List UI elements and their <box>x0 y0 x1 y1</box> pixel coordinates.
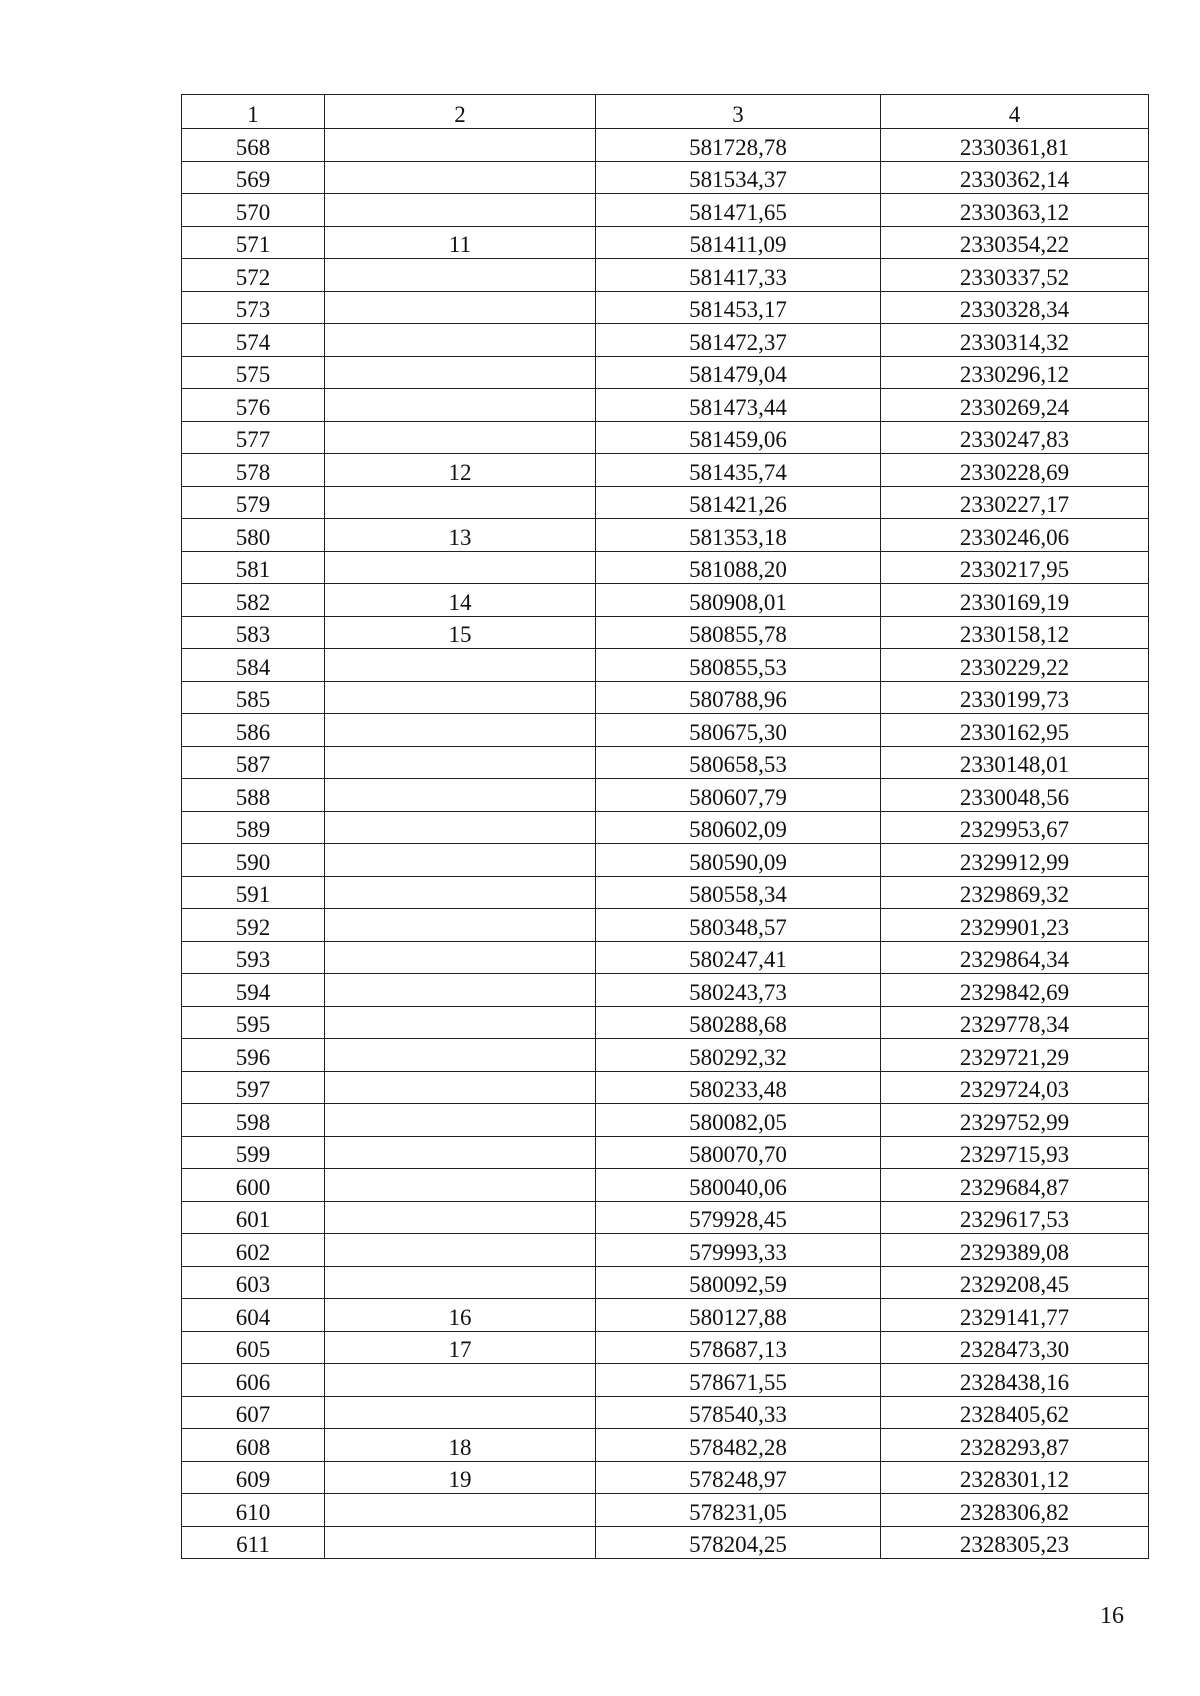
x-coordinate-cell: 580288,68 <box>596 1006 881 1039</box>
point-number-cell: 594 <box>182 974 325 1007</box>
x-coordinate-cell: 580243,73 <box>596 974 881 1007</box>
y-coordinate-cell: 2328293,87 <box>881 1429 1149 1462</box>
y-coordinate-cell: 2329864,34 <box>881 941 1149 974</box>
x-coordinate-cell: 580658,53 <box>596 746 881 779</box>
table-row <box>182 454 1149 487</box>
table-row <box>182 1461 1149 1494</box>
y-coordinate-cell: 2330269,24 <box>881 389 1149 422</box>
x-coordinate-cell: 581472,37 <box>596 324 881 357</box>
segment-number-cell <box>325 194 596 227</box>
y-coordinate-cell: 2330362,14 <box>881 161 1149 194</box>
y-coordinate-cell: 2329912,99 <box>881 844 1149 877</box>
table-row <box>182 421 1149 454</box>
x-coordinate-cell: 580082,05 <box>596 1104 881 1137</box>
point-number-cell: 598 <box>182 1104 325 1137</box>
table-row <box>182 876 1149 909</box>
point-number-cell: 573 <box>182 291 325 324</box>
point-number-cell: 607 <box>182 1396 325 1429</box>
y-coordinate-cell: 2328473,30 <box>881 1331 1149 1364</box>
x-coordinate-cell: 578671,55 <box>596 1364 881 1397</box>
point-number-cell: 608 <box>182 1429 325 1462</box>
table-row <box>182 1266 1149 1299</box>
point-number-cell: 578 <box>182 454 325 487</box>
point-number-cell: 604 <box>182 1299 325 1332</box>
table-row <box>182 486 1149 519</box>
point-number-cell: 611 <box>182 1526 325 1559</box>
y-coordinate-cell: 2330227,17 <box>881 486 1149 519</box>
x-coordinate-cell: 581728,78 <box>596 129 881 162</box>
column-header: 3 <box>596 95 881 129</box>
segment-number-cell <box>325 1201 596 1234</box>
x-coordinate-cell: 581417,33 <box>596 259 881 292</box>
y-coordinate-cell: 2330363,12 <box>881 194 1149 227</box>
x-coordinate-cell: 581421,26 <box>596 486 881 519</box>
y-coordinate-cell: 2329752,99 <box>881 1104 1149 1137</box>
point-number-cell: 582 <box>182 584 325 617</box>
x-coordinate-cell: 581453,17 <box>596 291 881 324</box>
segment-number-cell <box>325 1136 596 1169</box>
table-body <box>182 95 1149 1559</box>
x-coordinate-cell: 581534,37 <box>596 161 881 194</box>
point-number-cell: 570 <box>182 194 325 227</box>
x-coordinate-cell: 580590,09 <box>596 844 881 877</box>
table-row <box>182 1169 1149 1202</box>
table-row <box>182 779 1149 812</box>
x-coordinate-cell: 580292,32 <box>596 1039 881 1072</box>
table-row <box>182 1429 1149 1462</box>
y-coordinate-cell: 2328305,23 <box>881 1526 1149 1559</box>
segment-number-cell: 14 <box>325 584 596 617</box>
page-number: 16 <box>1100 1603 1124 1629</box>
y-coordinate-cell: 2329389,08 <box>881 1234 1149 1267</box>
segment-number-cell <box>325 1169 596 1202</box>
point-number-cell: 581 <box>182 551 325 584</box>
segment-number-cell <box>325 1006 596 1039</box>
segment-number-cell <box>325 1364 596 1397</box>
point-number-cell: 580 <box>182 519 325 552</box>
y-coordinate-cell: 2328438,16 <box>881 1364 1149 1397</box>
segment-number-cell <box>325 421 596 454</box>
table-row <box>182 649 1149 682</box>
column-header: 2 <box>325 95 596 129</box>
point-number-cell: 587 <box>182 746 325 779</box>
y-coordinate-cell: 2330158,12 <box>881 616 1149 649</box>
y-coordinate-cell: 2330296,12 <box>881 356 1149 389</box>
table-row <box>182 811 1149 844</box>
x-coordinate-cell: 580348,57 <box>596 909 881 942</box>
segment-number-cell: 12 <box>325 454 596 487</box>
table-row <box>182 1201 1149 1234</box>
point-number-cell: 602 <box>182 1234 325 1267</box>
table-row <box>182 519 1149 552</box>
x-coordinate-cell: 581411,09 <box>596 226 881 259</box>
y-coordinate-cell: 2329901,23 <box>881 909 1149 942</box>
segment-number-cell <box>325 974 596 1007</box>
segment-number-cell: 16 <box>325 1299 596 1332</box>
table-row <box>182 584 1149 617</box>
x-coordinate-cell: 581435,74 <box>596 454 881 487</box>
point-number-cell: 574 <box>182 324 325 357</box>
y-coordinate-cell: 2330228,69 <box>881 454 1149 487</box>
table-row <box>182 389 1149 422</box>
segment-number-cell <box>325 129 596 162</box>
point-number-cell: 579 <box>182 486 325 519</box>
segment-number-cell <box>325 714 596 747</box>
x-coordinate-cell: 580558,34 <box>596 876 881 909</box>
segment-number-cell: 17 <box>325 1331 596 1364</box>
segment-number-cell <box>325 1396 596 1429</box>
point-number-cell: 585 <box>182 681 325 714</box>
y-coordinate-cell: 2329953,67 <box>881 811 1149 844</box>
segment-number-cell <box>325 941 596 974</box>
table-row <box>182 1494 1149 1527</box>
point-number-cell: 571 <box>182 226 325 259</box>
segment-number-cell <box>325 844 596 877</box>
x-coordinate-cell: 578231,05 <box>596 1494 881 1527</box>
table-row <box>182 129 1149 162</box>
y-coordinate-cell: 2330314,32 <box>881 324 1149 357</box>
x-coordinate-cell: 579928,45 <box>596 1201 881 1234</box>
point-number-cell: 588 <box>182 779 325 812</box>
table-row <box>182 1104 1149 1137</box>
segment-number-cell: 13 <box>325 519 596 552</box>
y-coordinate-cell: 2328301,12 <box>881 1461 1149 1494</box>
segment-number-cell <box>325 876 596 909</box>
x-coordinate-cell: 578687,13 <box>596 1331 881 1364</box>
x-coordinate-cell: 580675,30 <box>596 714 881 747</box>
x-coordinate-cell: 581353,18 <box>596 519 881 552</box>
table-row <box>182 194 1149 227</box>
table-row <box>182 1299 1149 1332</box>
segment-number-cell <box>325 161 596 194</box>
table-row <box>182 324 1149 357</box>
segment-number-cell <box>325 1104 596 1137</box>
y-coordinate-cell: 2329684,87 <box>881 1169 1149 1202</box>
table-row <box>182 746 1149 779</box>
point-number-cell: 609 <box>182 1461 325 1494</box>
y-coordinate-cell: 2329715,93 <box>881 1136 1149 1169</box>
point-number-cell: 590 <box>182 844 325 877</box>
x-coordinate-cell: 580855,53 <box>596 649 881 682</box>
segment-number-cell <box>325 356 596 389</box>
point-number-cell: 589 <box>182 811 325 844</box>
segment-number-cell <box>325 681 596 714</box>
x-coordinate-cell: 580602,09 <box>596 811 881 844</box>
x-coordinate-cell: 580247,41 <box>596 941 881 974</box>
segment-number-cell <box>325 486 596 519</box>
segment-number-cell <box>325 746 596 779</box>
table-row <box>182 1396 1149 1429</box>
table-row <box>182 1006 1149 1039</box>
segment-number-cell <box>325 1526 596 1559</box>
table-row <box>182 161 1149 194</box>
y-coordinate-cell: 2329724,03 <box>881 1071 1149 1104</box>
table-row <box>182 681 1149 714</box>
y-coordinate-cell: 2329721,29 <box>881 1039 1149 1072</box>
point-number-cell: 605 <box>182 1331 325 1364</box>
coordinates-table <box>181 94 1149 1559</box>
segment-number-cell <box>325 811 596 844</box>
table-row <box>182 1039 1149 1072</box>
y-coordinate-cell: 2330169,19 <box>881 584 1149 617</box>
segment-number-cell <box>325 649 596 682</box>
x-coordinate-cell: 580233,48 <box>596 1071 881 1104</box>
table-row <box>182 616 1149 649</box>
point-number-cell: 576 <box>182 389 325 422</box>
y-coordinate-cell: 2330361,81 <box>881 129 1149 162</box>
point-number-cell: 596 <box>182 1039 325 1072</box>
segment-number-cell <box>325 1039 596 1072</box>
x-coordinate-cell: 581088,20 <box>596 551 881 584</box>
y-coordinate-cell: 2328405,62 <box>881 1396 1149 1429</box>
table-row <box>182 226 1149 259</box>
y-coordinate-cell: 2330328,34 <box>881 291 1149 324</box>
table-row <box>182 974 1149 1007</box>
x-coordinate-cell: 579993,33 <box>596 1234 881 1267</box>
x-coordinate-cell: 580127,88 <box>596 1299 881 1332</box>
y-coordinate-cell: 2330048,56 <box>881 779 1149 812</box>
y-coordinate-cell: 2329869,32 <box>881 876 1149 909</box>
segment-number-cell <box>325 909 596 942</box>
x-coordinate-cell: 580070,70 <box>596 1136 881 1169</box>
point-number-cell: 592 <box>182 909 325 942</box>
point-number-cell: 597 <box>182 1071 325 1104</box>
point-number-cell: 584 <box>182 649 325 682</box>
point-number-cell: 606 <box>182 1364 325 1397</box>
x-coordinate-cell: 580040,06 <box>596 1169 881 1202</box>
table-row <box>182 1526 1149 1559</box>
point-number-cell: 583 <box>182 616 325 649</box>
segment-number-cell: 18 <box>325 1429 596 1462</box>
segment-number-cell <box>325 291 596 324</box>
point-number-cell: 601 <box>182 1201 325 1234</box>
x-coordinate-cell: 578482,28 <box>596 1429 881 1462</box>
y-coordinate-cell: 2330337,52 <box>881 259 1149 292</box>
segment-number-cell <box>325 1494 596 1527</box>
y-coordinate-cell: 2329208,45 <box>881 1266 1149 1299</box>
point-number-cell: 600 <box>182 1169 325 1202</box>
y-coordinate-cell: 2330246,06 <box>881 519 1149 552</box>
segment-number-cell <box>325 779 596 812</box>
segment-number-cell: 15 <box>325 616 596 649</box>
segment-number-cell <box>325 324 596 357</box>
point-number-cell: 593 <box>182 941 325 974</box>
y-coordinate-cell: 2329842,69 <box>881 974 1149 1007</box>
x-coordinate-cell: 580855,78 <box>596 616 881 649</box>
point-number-cell: 599 <box>182 1136 325 1169</box>
point-number-cell: 595 <box>182 1006 325 1039</box>
x-coordinate-cell: 578248,97 <box>596 1461 881 1494</box>
y-coordinate-cell: 2330162,95 <box>881 714 1149 747</box>
table-row <box>182 291 1149 324</box>
x-coordinate-cell: 580788,96 <box>596 681 881 714</box>
point-number-cell: 591 <box>182 876 325 909</box>
y-coordinate-cell: 2329141,77 <box>881 1299 1149 1332</box>
segment-number-cell <box>325 551 596 584</box>
table-row <box>182 1136 1149 1169</box>
point-number-cell: 603 <box>182 1266 325 1299</box>
table-row <box>182 714 1149 747</box>
x-coordinate-cell: 581471,65 <box>596 194 881 227</box>
segment-number-cell: 19 <box>325 1461 596 1494</box>
x-coordinate-cell: 578204,25 <box>596 1526 881 1559</box>
table-row <box>182 909 1149 942</box>
x-coordinate-cell: 578540,33 <box>596 1396 881 1429</box>
x-coordinate-cell: 580908,01 <box>596 584 881 617</box>
point-number-cell: 568 <box>182 129 325 162</box>
segment-number-cell <box>325 259 596 292</box>
segment-number-cell <box>325 1071 596 1104</box>
y-coordinate-cell: 2330247,83 <box>881 421 1149 454</box>
column-header: 4 <box>881 95 1149 129</box>
y-coordinate-cell: 2329617,53 <box>881 1201 1149 1234</box>
x-coordinate-cell: 580607,79 <box>596 779 881 812</box>
y-coordinate-cell: 2330199,73 <box>881 681 1149 714</box>
segment-number-cell <box>325 1234 596 1267</box>
segment-number-cell <box>325 1266 596 1299</box>
point-number-cell: 572 <box>182 259 325 292</box>
point-number-cell: 577 <box>182 421 325 454</box>
table-row <box>182 551 1149 584</box>
x-coordinate-cell: 581459,06 <box>596 421 881 454</box>
x-coordinate-cell: 581473,44 <box>596 389 881 422</box>
y-coordinate-cell: 2330148,01 <box>881 746 1149 779</box>
point-number-cell: 610 <box>182 1494 325 1527</box>
x-coordinate-cell: 580092,59 <box>596 1266 881 1299</box>
point-number-cell: 586 <box>182 714 325 747</box>
column-header: 1 <box>182 95 325 129</box>
y-coordinate-cell: 2328306,82 <box>881 1494 1149 1527</box>
table-row <box>182 1071 1149 1104</box>
y-coordinate-cell: 2330354,22 <box>881 226 1149 259</box>
table-row <box>182 356 1149 389</box>
x-coordinate-cell: 581479,04 <box>596 356 881 389</box>
table-header-row <box>182 95 1149 129</box>
point-number-cell: 575 <box>182 356 325 389</box>
table-row <box>182 844 1149 877</box>
segment-number-cell <box>325 389 596 422</box>
y-coordinate-cell: 2330217,95 <box>881 551 1149 584</box>
table-row <box>182 259 1149 292</box>
table-row <box>182 941 1149 974</box>
table-row <box>182 1364 1149 1397</box>
table-row <box>182 1234 1149 1267</box>
y-coordinate-cell: 2330229,22 <box>881 649 1149 682</box>
table-row <box>182 1331 1149 1364</box>
y-coordinate-cell: 2329778,34 <box>881 1006 1149 1039</box>
point-number-cell: 569 <box>182 161 325 194</box>
segment-number-cell: 11 <box>325 226 596 259</box>
